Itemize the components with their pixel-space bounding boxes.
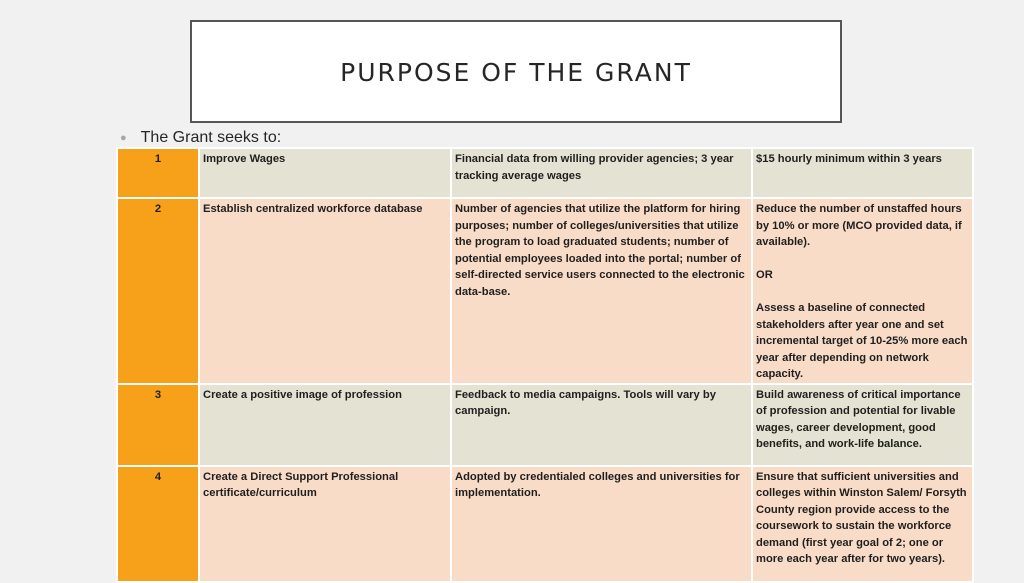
table-row — [117, 384, 973, 466]
table-row — [117, 198, 973, 384]
measure-cell: Number of agencies that utilize the platform for hiring purposes; number of colleges/universities that utilize the program to load graduated students; number of potential employees loaded into the portal; number of self-directed service users connected to the electronic data-base. — [451, 198, 752, 384]
target-cell — [752, 466, 973, 582]
target-cell — [752, 198, 973, 384]
target-text: Assess a baseline of connected stakeholders after year one and set incremental target of 10-25% more each year after depending on network capacity. — [756, 302, 968, 380]
goal-cell: Improve Wages — [199, 148, 451, 198]
measure-cell: Adopted by credentialed colleges and universities for implementation. — [451, 466, 752, 582]
target-text: Build awareness of critical importance of profession and potential for livable wages, career development, good benefits, and work-life balance. — [756, 388, 961, 450]
table-row — [117, 148, 973, 198]
goal-cell: Establish centralized workforce database — [199, 198, 451, 384]
row-number: 1 — [117, 148, 199, 198]
row-number: 2 — [117, 198, 199, 384]
measure-cell: Financial data from willing provider agencies; 3 year tracking average wages — [451, 148, 752, 198]
intro-bullet — [120, 129, 281, 147]
target-cell — [752, 384, 973, 466]
goal-cell: Create a Direct Support Professional certificate/curriculum — [199, 466, 451, 582]
title-box — [190, 20, 842, 123]
intro-text: The Grant seeks to: — [140, 129, 282, 146]
target-text: Ensure that sufficient universities and colleges within Winston Salem/ Forsyth County region provide access to the coursework to sustain the workforce demand (first year goal of 2; one or more each year after for two years). — [756, 470, 967, 565]
target-cell — [752, 148, 973, 198]
row-number: 3 — [117, 384, 199, 466]
table-row — [117, 466, 973, 582]
row-number: 4 — [117, 466, 199, 582]
grant-goals-table — [116, 147, 974, 583]
target-text: Reduce the number of unstaffed hours by 10% or more (MCO provided data, if available). — [756, 203, 962, 248]
bullet-icon: ● — [120, 132, 127, 144]
slide-title: PURPOSE OF THE GRANT — [340, 58, 692, 87]
goal-cell: Create a positive image of profession — [199, 384, 451, 466]
target-text: $15 hourly minimum within 3 years — [756, 153, 942, 165]
measure-cell: Feedback to media campaigns. Tools will vary by campaign. — [451, 384, 752, 466]
target-or: OR — [756, 269, 773, 281]
